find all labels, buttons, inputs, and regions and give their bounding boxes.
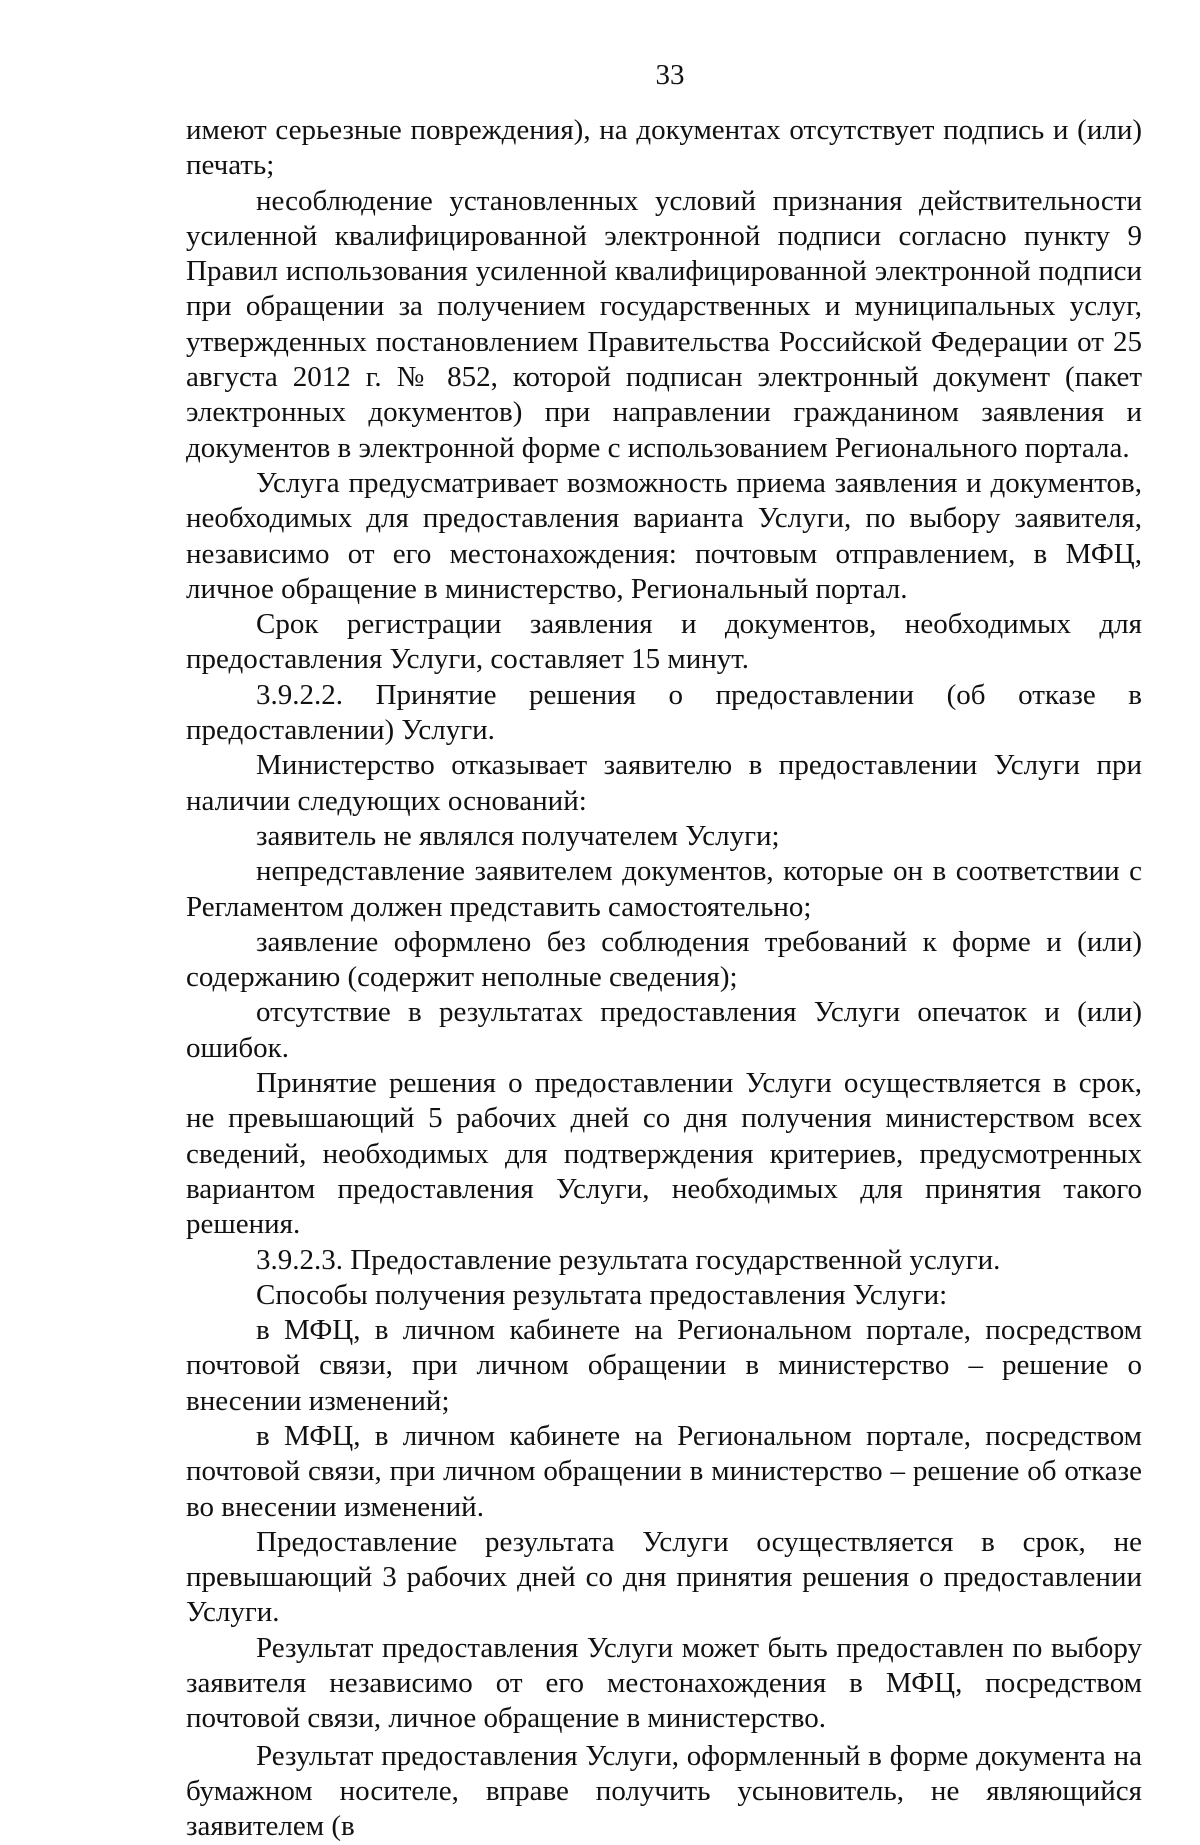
paragraph: несоблюдение установленных условий признания действительности усиленной квалифицированной электронной подписи согласно пункту 9 Правил использования усиленной квалифицированной электронной подписи при обращении за получением государственных и муниципальных услуг, утвержденных постановлением Правительства Российской Федерации от 25 августа 2012 г. № 852, которой подписан электронный документ (пакет электронных документов) при направлении гражданином заявления и документов в электронной форме с использованием Регионального портала.	[186, 184, 1142, 464]
page-number: 33	[655, 59, 685, 91]
paragraph: Срок регистрации заявления и документов, необходимых для предоставления Услуги, составляет 15 минут.	[186, 608, 1142, 676]
paragraph: Предоставление результата Услуги осуществляется в срок, не превышающий 3 рабочих дней со дня принятия решения о предоставлении Услуги.	[186, 1525, 1142, 1629]
paragraph: Услуга предусматривает возможность приема заявления и документов, необходимых для предоставления варианта Услуги, по выбору заявителя, независимо от его местонахождения: почтовым отправлением, в МФЦ, личное обращение в министерство, Региональный портал.	[186, 466, 1142, 605]
paragraph: имеют серьезные повреждения), на документах отсутствует подпись и (или) печать;	[186, 114, 1142, 182]
paragraph: Принятие решения о предоставлении Услуги осуществляется в срок, не превышающий 5 рабочих дней со дня получения министерством всех сведений, необходимых для подтверждения критериев, предусмотренных вариантом предоставления Услуги, необходимых для принятия такого решения.	[186, 1067, 1142, 1241]
paragraph: в МФЦ, в личном кабинете на Региональном портале, посредством почтовой связи, при личном обращении в министерство – решение о внесении изменений;	[186, 1314, 1142, 1417]
paragraph: непредставление заявителем документов, которые он в соответствии с Регламентом должен представить самостоятельно;	[186, 855, 1142, 923]
document-body	[186, 113, 1142, 1845]
paragraph: Министерство отказывает заявителю в предоставлении Услуги при наличии следующих оснований:	[186, 749, 1142, 817]
paragraph: отсутствие в результатах предоставления Услуги опечаток и (или) ошибок.	[186, 996, 1142, 1064]
paragraph: заявление оформлено без соблюдения требований к форме и (или) содержанию (содержит неполные сведения);	[186, 925, 1142, 994]
paragraph: заявитель не являлся получателем Услуги;	[256, 819, 780, 852]
paragraph: Способы получения результата предоставления Услуги:	[256, 1278, 948, 1311]
paragraph: в МФЦ, в личном кабинете на Региональном портале, посредством почтовой связи, при личном обращении в министерство – решение об отказе во внесении изменений.	[186, 1419, 1142, 1523]
paragraph: 3.9.2.3. Предоставление результата государственной услуги.	[256, 1243, 1001, 1276]
paragraph: 3.9.2.2. Принятие решения о предоставлении (об отказе в предоставлении) Услуги.	[186, 678, 1142, 747]
paragraph: Результат предоставления Услуги может быть предоставлен по выбору заявителя независимо от его местонахождения в МФЦ, посредством почтовой связи, личное обращение в министерство.	[186, 1631, 1142, 1735]
paragraph: Результат предоставления Услуги, оформленный в форме документа на бумажном носителе, вправе получить усыновитель, не являющийся заявителем (в	[186, 1739, 1142, 1843]
